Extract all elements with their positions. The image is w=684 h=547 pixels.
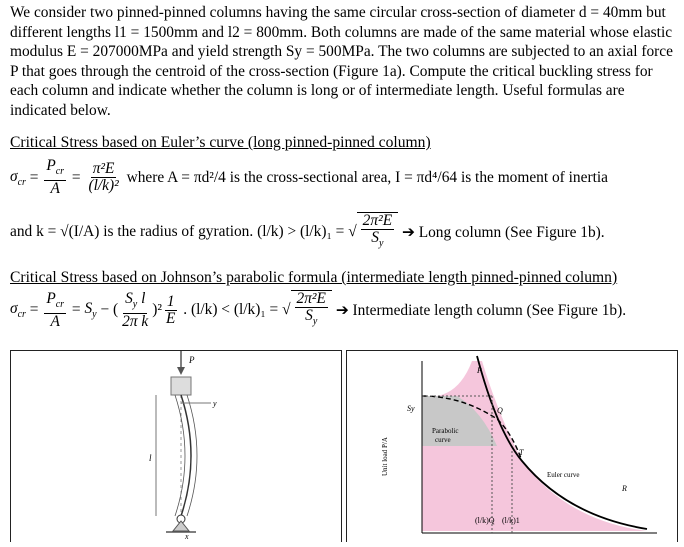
load-label: P	[189, 355, 195, 365]
p-over-a-fraction-2: $\frac{P_{cr}}{A}$	[46, 289, 65, 330]
x-tick-q: (l/k)Q	[475, 516, 495, 525]
johnson-heading: Critical Stress based on Johnson’s parabolic formula (intermediate length pinned-pinned column)	[10, 269, 618, 286]
euler-where-text: where A = πd²/4 is the cross-sectional area, I = πd⁴/64 is the moment of inertia	[126, 168, 608, 186]
point-r: R	[622, 484, 627, 493]
y-axis-label: Unit load P/A	[381, 437, 389, 476]
long-result: ➔ Long column (See Figure 1b).	[401, 223, 605, 241]
problem-statement	[10, 3, 678, 121]
johnson-bracket: ( $\frac{S_y l}{\text{2π k}}$ )²	[113, 289, 162, 330]
figure-1a	[10, 350, 342, 542]
load-arrow-head	[177, 367, 185, 375]
sqrt-expression: √ $\frac{\text{2π²E}}{S_y}$	[348, 212, 398, 252]
sqrt-expression-2: √ $\frac{\text{2π²E}}{S_y}$	[282, 290, 332, 330]
sigma-cr-symbol-2: $\sigma_{cr}$	[10, 300, 26, 321]
johnson-formula-line: $\sigma_{cr}$ = $\frac{P_{cr}}{A}$ = $S_y$ − ( $\frac{S_y l}{\text{2π k}}$ )² $\frac{1}{E}$ . (l/k) < (l/k)₁ = √ $\frac{\text{2π²E}}{S_y}$ ➔ Intermediate length column (See Figure 1b).	[10, 289, 627, 330]
column-right-edge	[187, 395, 197, 516]
sigma-cr-symbol: $\sigma_{cr}$	[10, 167, 26, 188]
sy-label: Sy	[407, 404, 415, 413]
intermediate-condition: (l/k) < (l/k)₁ =	[190, 301, 279, 319]
parabolic-label-2: curve	[435, 436, 451, 444]
deflected-column	[181, 395, 191, 516]
buckling-curve-chart	[347, 351, 677, 542]
point-q: Q	[497, 406, 503, 415]
problem-text: We consider two pinned-pinned columns having the same circular cross-section of diameter d = 40mm but different lengths l1 = 1500mm and l2 = 800mm. Both columns are made of the same material whose elastic modulus E = 207000MPa and yield strength Sy = 500MPa. The two columns are subjected to an axial force P that goes through the centroid of the cross-section (Figure 1a). Compute the critical buckling stress for each column and indicate whether the column is long or of intermediate length. Useful formulas are indicated below.	[10, 4, 673, 119]
euler-label: Euler curve	[547, 471, 580, 479]
l-label: l	[149, 453, 152, 463]
one-over-e-fraction: $\frac{1}{E}$	[166, 292, 176, 327]
point-p: P	[477, 366, 482, 375]
euler-fraction: $\frac{\text{π²E}}{\text{(l/k)²}}$	[88, 160, 119, 195]
parabolic-label-1: Parabolic	[432, 427, 459, 435]
top-pin-block	[171, 377, 191, 395]
radius-line	[10, 212, 605, 252]
euler-formula-line: $\sigma_{cr}$ = $\frac{P_{cr}}{A}$ = $\frac{\text{π²E}}{\text{(l/k)²}}$ where A = πd²/4 is the cross-sectional area, I = πd⁴/64 is the moment of inertia	[10, 157, 608, 198]
figure-1b	[346, 350, 678, 542]
radius-text: and k = √(I/A) is the radius of gyration.	[10, 223, 254, 241]
point-t: T	[519, 448, 524, 457]
column-diagram	[11, 351, 341, 542]
long-condition: (l/k) > (l/k)₁ =	[257, 223, 345, 241]
bottom-support	[173, 521, 189, 531]
y-label: y	[213, 399, 217, 408]
x-label: x	[185, 532, 189, 541]
euler-heading: Critical Stress based on Euler’s curve (long pinned-pinned column)	[10, 134, 431, 151]
column-left-edge	[175, 395, 185, 516]
intermediate-result: ➔ Intermediate length column (See Figure 1b).	[335, 301, 627, 319]
p-over-a-fraction: $\frac{P_{cr}}{A}$	[46, 157, 65, 198]
x-tick-1: (l/k)1	[502, 516, 520, 525]
